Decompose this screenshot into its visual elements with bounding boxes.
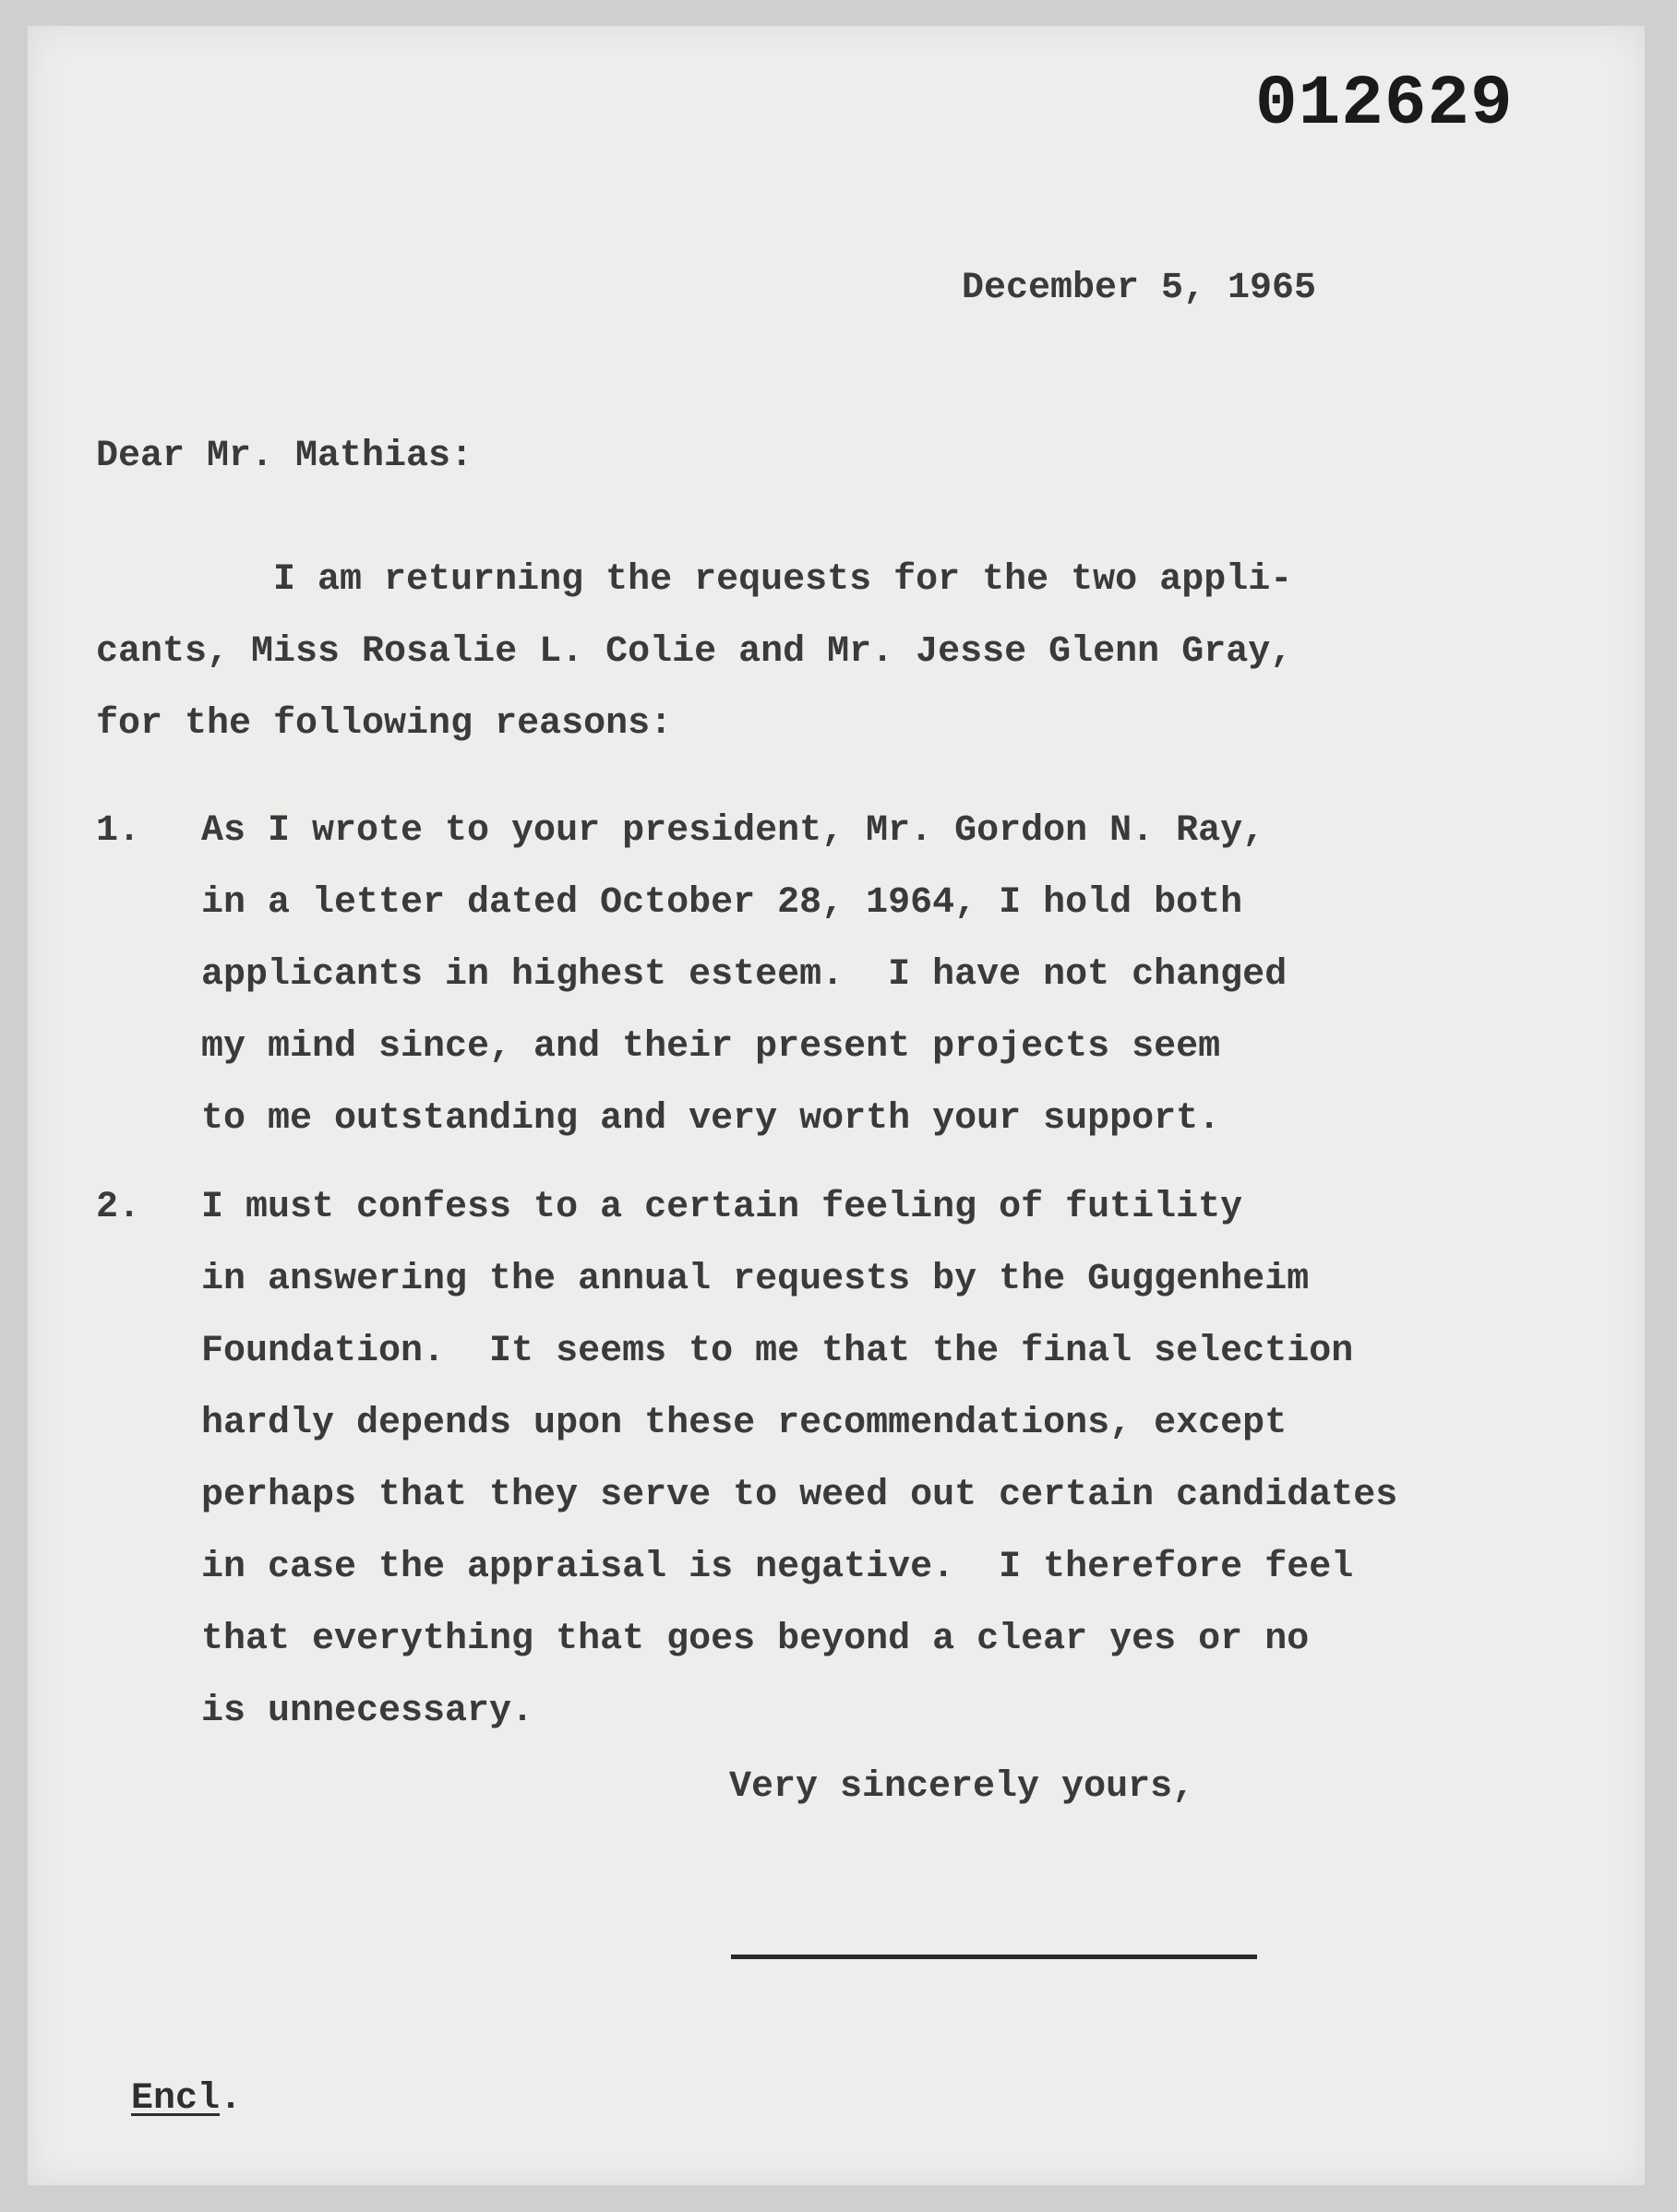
closing: Very sincerely yours, [729,1766,1195,1808]
enclosure-period: . [220,2078,243,2120]
enclosure-note [131,2078,242,2120]
intro-paragraph: I am returning the requests for the two appli- cants, Miss Rosalie L. Colie and Mr. Jesse Glenn Gray, for the following reasons: [96,559,1293,745]
letter-page [28,26,1645,2185]
reason-number: 2. [96,1187,141,1228]
signature-line [731,1955,1257,1959]
enclosure-label: Encl [131,2078,221,2120]
salutation: Dear Mr. Mathias: [96,436,473,477]
reason-number: 1. [96,810,141,852]
document-number: 012629 [1255,65,1514,144]
reason-text: I must confess to a certain feeling of futility in answering the annual requests by the Guggenheim Foundation. It seems to me that the final selection hardly depends upon these recommendations, except perhaps that they serve to weed out certain candidates in case the appraisal is negative. I therefore feel that everything that goes beyond a clear yes or no is unnecessary. [201,1187,1398,1732]
reason-text: As I wrote to your president, Mr. Gordon N. Ray, in a letter dated October 28, 1964, I hold both applicants in highest esteem. I have not changed my mind since, and their present projects seem to me outstanding and very worth your support. [201,810,1288,1140]
letter-date: December 5, 1965 [962,268,1317,309]
